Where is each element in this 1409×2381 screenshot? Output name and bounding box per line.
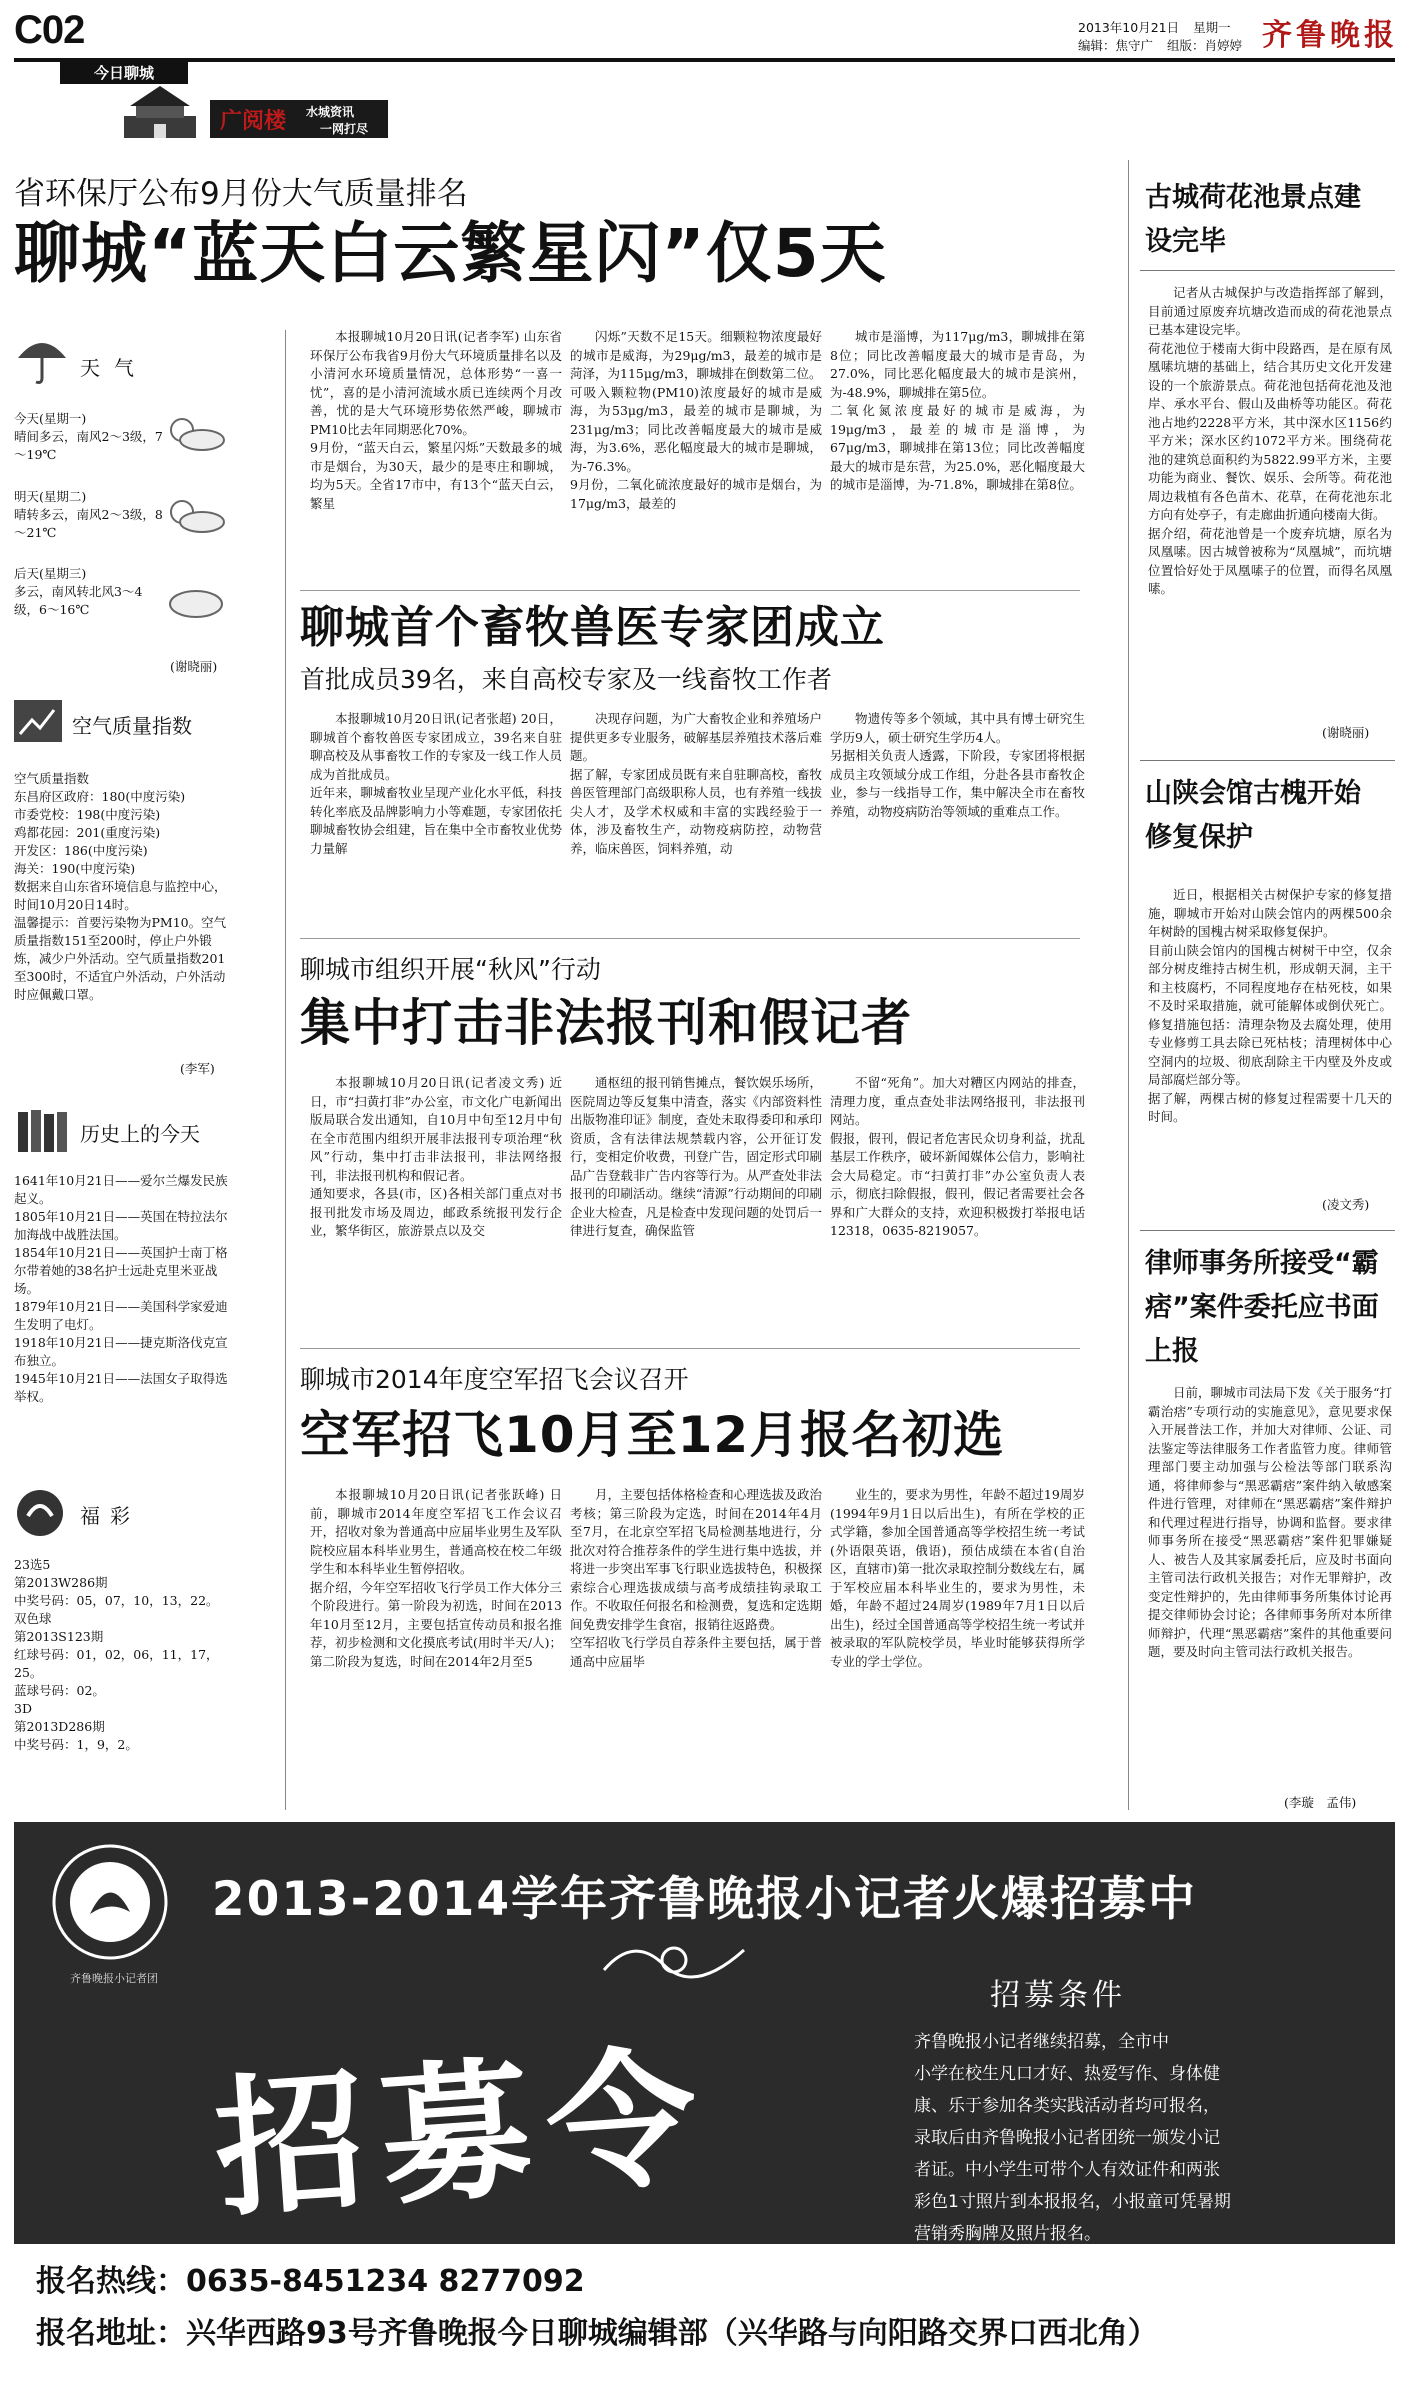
story2-text-3: 物遗传等多个领域，其中具有博士研究生学历9人，硕士研究生学历4人。 另据相关负责人透露，下阶段，专家团将根据成员主攻领域分成工作组，分赴各县市畜牧企业，参与一线指导工作，集中解决全市在畜牧养殖，动物疫病防治等领域的重难点工作。: [830, 711, 1085, 819]
header-rule: [14, 58, 1395, 62]
story3-column-2: [570, 1074, 822, 1241]
right-divider: [1128, 160, 1129, 1810]
story4-column-1: [310, 1486, 562, 1671]
story3-text-3: 不留“死角”。加大对糟区内网站的排查，清理力度，重点查处非法网络报刊，非法报刊网站。 假报，假刊，假记者危害民众切身利益，扰乱基层工作秩序，破坏新闻媒体公信力，影响社会大局稳定。市“扫黄打非”办公室负责人表示，彻底扫除假报，假刊，假记者需要社会各界和广大群众的支持，欢迎积极拨打举报电话12318，0635-8219057。: [830, 1075, 1085, 1238]
story4-kicker: 聊城市2014年度空军招飞会议召开: [300, 1365, 689, 1394]
story3-column-1: [310, 1074, 562, 1241]
ad-title: 2013-2014学年齐鲁晚报小记者火爆招募中: [211, 1872, 1198, 1927]
story1-text-3: 城市是淄博，为117μg/m3，聊城排在第8位；同比改善幅度最大的城市是青岛，为27.0%，同比恶化幅度最大的城市是滨州，为-48.9%，聊城排在第5位。 二氧化氮浓度最好的城市是威海，为19μg/m3，最差的城市是淄博，为67μg/m3，聊城排在第13位；同比改善幅度最大的城市是东营，为25.0%，恶化幅度最大的城市是淄博，为-71.8%，聊城排在第8位。: [830, 329, 1085, 492]
right2-rule: [1140, 760, 1395, 761]
story2-column-2: [570, 710, 822, 858]
ad-cond-title: 招募条件: [990, 1978, 1126, 2013]
story1-column-3: [830, 328, 1085, 495]
weather-day-2: [14, 488, 164, 542]
editor-text: 编辑：焦守广: [1078, 38, 1154, 53]
weather-day-1-text: 晴间多云，南风2～3级，7～19℃: [14, 429, 163, 462]
weather-day-2-label: 明天(星期二): [14, 489, 87, 504]
story4-column-2: [570, 1486, 822, 1671]
right3-column: [1148, 1384, 1392, 1662]
right1-column: [1148, 284, 1392, 599]
aqi-body: 空气质量指数 东昌府区政府：180(中度污染) 市委党校：198(中度污染) 鸡都花园：201(重度污染) 开发区：186(中度污染) 海关：190(中度污染) 数据来自山东省环境信息与监控中心，时间10月20日14时。 温馨提示：首要污染物为PM10。空气质量指数151至200时，停止户外锻炼，减少户外活动。空气质量指数201至300时，不适宜户外活动，户外活动时应佩戴口罩。: [14, 771, 227, 1002]
cloud-icon: [160, 578, 230, 622]
story1-column-1: [310, 328, 562, 513]
right2-body: 近日，根据相关古树保护专家的修复措施，聊城市开始对山陕会馆内的两棵500余年树龄的国槐古树采取修复保护。 目前山陕会馆内的国槐古树树干中空，仅余部分树皮维持古树生机，形成朝天洞，主干和主枝腐朽，不同程度地存在枯死枝，如果不及时采取措施，就可能解体或倒伏死亡。修复措施包括：清理杂物及去腐处理，使用专业修剪工具去除已死枯枝；清理树体中心空洞内的垃圾、彻底刮除主干内壁及外皮或局部腐烂部分等。 据了解，两棵古树的修复过程需要十几天的时间。: [1148, 887, 1392, 1124]
right2-credit: (凌文秀): [1322, 1197, 1370, 1212]
story4-text-1: 本报聊城10月20日讯(记者张跃峰) 日前，聊城市2014年度空军招飞工作会议召开，招收对象为普通高中应届毕业男生及军队院校应届本科毕业男生，普通高校在校二年级学生和本科毕业生暂停招收。 据介绍，今年空军招收飞行学员工作大体分三个阶段进行。第一阶段为初选，时间在2013年10月至12月，主要包括宣传动员和报名推荐，初步检测和文化摸底考试(用时半天/人)；第二阶段为复选，时间在2014年2月至5: [310, 1487, 562, 1669]
column-sub-2: 一网打尽: [320, 122, 369, 136]
story2-headline: 聊城首个畜牧兽医专家团成立: [300, 602, 885, 653]
layout-text: 组版：肖婷婷: [1167, 38, 1243, 53]
right2-column: [1148, 886, 1392, 1127]
scribble-drawing: [594, 1930, 754, 1990]
story1-headline: 聊城“蓝天白云繁星闪”仅5天: [14, 215, 887, 292]
books-icon: [14, 1106, 74, 1156]
story4-column-3: [830, 1486, 1085, 1671]
logo-text: 齐鲁晚报小记者团: [70, 1972, 158, 1985]
story1-column-2: [570, 328, 822, 513]
aqi-credit: (李军): [180, 1061, 215, 1076]
editor-line: [1078, 36, 1242, 54]
story2-column-1: [310, 710, 562, 858]
ad-contact-area: [14, 2244, 1395, 2367]
history-title: 历史上的今天: [80, 1122, 200, 1146]
story3-column-3: [830, 1074, 1085, 1241]
story2-text-2: 决现存问题，为广大畜牧企业和养殖场户提供更多专业服务，破解基层养殖技术落后难题。 据了解，专家团成员既有来自驻聊高校，畜牧兽医管理部门高级职称人员，也有养殖一线拔尖人才，及学术权威和丰富的实践经验于一体，涉及畜牧生产，动物疫病防控，动物营养，临床兽医，饲料养殖，动: [570, 711, 822, 856]
story4-headline: 空军招飞10月至12月报名初选: [300, 1406, 1005, 1464]
weather-day-3-label: 后天(星期三): [14, 566, 87, 581]
history-body: 1641年10月21日——爱尔兰爆发民族起义。 1805年10月21日——英国在特拉法尔加海战中战胜法国。 1854年10月21日——英国护士南丁格尔带着她的38名护士远赴克里米亚战场。 1879年10月21日——美国科学家爱迪生发明了电灯。 1918年10月21日——捷克斯洛伐克宣布独立。 1945年10月21日——法国女子取得选举权。: [14, 1173, 228, 1404]
lottery-title: 福彩: [80, 1504, 140, 1528]
umbrella-icon: [14, 334, 70, 386]
right1-rule: [1140, 270, 1395, 271]
weather-day-1: [14, 410, 164, 464]
tower-icon: [120, 80, 200, 140]
story3-rule: [300, 938, 1080, 939]
weather-credit: (谢晓丽): [170, 659, 218, 674]
right1-headline: 古城荷花池景点建设完毕: [1145, 182, 1361, 257]
story3-kicker: 聊城市组织开展“秋风”行动: [300, 955, 601, 984]
story1-text-1: 本报聊城10月20日讯(记者李军) 山东省环保厅公布我省9月份大气环境质量排名以及小清河水环境质量情况，总体形势“一喜一忧”，喜的是小清河流域水质已连续两个月改善，忧的是大气环境形势依然严峻，聊城市PM10比去年同期恶化70%。 9月份，“蓝天白云，繁星闪烁”天数最多的城市是烟台，为30天，最少的是枣庄和聊城，均为5天。全省17市中，有13个“蓝天白云，繁星: [310, 329, 562, 511]
right3-headline: 律师事务所接受“霸痞”案件委托应书面上报: [1145, 1248, 1379, 1367]
column-sub-1: 水城资讯: [306, 105, 355, 119]
story4-text-2: 月，主要包括体格检查和心理选拔及政治考核；第三阶段为定选，时间在2014年4月至7月，在北京空军招飞局检测基地进行，分批次对符合推荐条件的学生进行集中选拔，并将进一步突出军事飞行职业选拔特色，积极探索综合心理选拔成绩与高考成绩挂钩录取工作。不收取任何报名和检测费，复选和定选期间免费安排学生食宿，报销往返路费。 空军招收飞行学员自荐条件主要包括，属于普通高中应届毕: [570, 1487, 822, 1669]
weather-title: 天气: [80, 356, 148, 380]
weather-day-3: [14, 565, 164, 619]
chart-icon: [14, 700, 62, 742]
ad-hotline: 报名热线：0635-8451234 8277092: [36, 2264, 585, 2299]
right1-credit: (谢晓丽): [1322, 725, 1370, 740]
story4-rule: [300, 1348, 1080, 1349]
date-text: 2013年10月21日: [1078, 20, 1180, 35]
weather-day-3-text: 多云，南风转北风3～4级，6～16℃: [14, 584, 143, 617]
sun-cloud-icon: [160, 410, 230, 454]
recruitment-ad: [14, 1822, 1395, 2367]
right2-headline: 山陕会馆古槐开始修复保护: [1145, 778, 1361, 853]
story3-headline: 集中打击非法报刊和假记者: [300, 994, 912, 1052]
weather-day-2-text: 晴转多云，南风2～3级，8～21℃: [14, 507, 163, 540]
story1-kicker: 省环保厅公布9月份大气质量排名: [14, 176, 468, 212]
aqi-title: 空气质量指数: [72, 714, 192, 738]
story2-rule: [300, 590, 1080, 591]
story2-subhead: 首批成员39名，来自高校专家及一线畜牧工作者: [300, 665, 832, 694]
right3-body: 日前，聊城市司法局下发《关于服务“打霸治痞”专项行动的实施意见》，意见要求保入开展普法工作，并加大对律师、公证、司法鉴定等法律服务工作者监管力度。律师管理部门要主动加强与公检法等部门联系沟通，将律师参与“黑恶霸痞”案件纳入敏感案件进行管理，对律师在“黑恶霸痞”案件辩护和代理过程进行指导，协调和监督。要求律师事务所在接受“黑恶霸痞”案件犯罪嫌疑人、被告人及其家属委托后，应及时书面向主管司法行政机关报告；对作无罪辩护，改变定性辩护的，先由律师事务所集体讨论再提交律师协会讨论；各律师事务所对本所律师辩护，代理“黑恶霸痞”案件的其他重要问题，要及时向主管司法行政机关报告。: [1148, 1385, 1392, 1659]
story3-text-1: 本报聊城10月20日讯(记者凌文秀) 近日，市“扫黄打非”办公室，市文化广电新闻出版局联合发出通知，自10月中旬至12月中旬在全市范围内组织开展非法报刊专项治理“秋风”行动，集中打击非法报刊，非法网络报刊，非法报刊机构和假记者。 通知要求，各县(市，区)各相关部门重点对书报刊批发市场及周边，邮政系统报刊发行企业，繁华街区，旅游景点以及交: [310, 1075, 562, 1238]
weather-day-1-label: 今天(星期一): [14, 411, 87, 426]
ad-cond-body: 齐鲁晚报小记者继续招募，全市中 小学在校生凡口才好、热爱写作、身体健 康、乐于参加各类实践活动者均可报名， 录取后由齐鲁晚报小记者团统一颁发小记 者证。中小学生可带个人有效证件和两张 彩色1寸照片到本报报名，小报童可凭暑期 营销秀胸牌及照片报名。: [914, 2032, 1231, 2244]
ad-address: 报名地址：兴华西路93号齐鲁晚报今日聊城编辑部（兴华路与向阳路交界口西北角）: [36, 2316, 1158, 2351]
ad-big-chars: 招募令: [209, 2029, 719, 2239]
story2-column-3: [830, 710, 1085, 821]
lottery-body: 23选5 第2013W286期 中奖号码：05，07，10，13，22。 双色球 第2013S123期 红球号码：01，02，06，11，17，25。 蓝球号码：02。 3D 第2013D286期 中奖号码：1，9，2。: [14, 1557, 219, 1752]
sidebar-divider: [285, 330, 286, 1810]
sun-cloud-icon: [160, 492, 230, 536]
story1-text-2: 闪烁”天数不足15天。细颗粒物浓度最好的城市是威海，为29μg/m3，最差的城市是菏泽，为115μg/m3，聊城排在倒数第二位。 可吸入颗粒物(PM10)浓度最好的城市是威海，为53μg/m3，最差的城市是聊城，为231μg/m3；同比改善幅度最大的城市是威海，为3.6%，恶化幅度最大的城市是聊城，为-76.3%。 9月份，二氧化硫浓度最好的城市是烟台，为17μg/m3，最差的: [570, 329, 822, 511]
right3-rule: [1140, 1230, 1395, 1231]
weekday-text: 星期一: [1193, 20, 1231, 35]
section-tag: 今日聊城: [60, 62, 188, 84]
right3-credit: (李璇 孟伟): [1284, 1795, 1357, 1810]
story3-text-2: 通枢纽的报刊销售摊点，餐饮娱乐场所，医院周边等反复集中清查，落实《内部资料性出版物准印证》制度，查处未取得委印和承印资质，含有法律法规禁载内容，公开征订发行，变相定价收费，刊登广告，固定形式印刷品广告登载非广告内容等行为。从严查处非法报刊的印刷活动。继续“清源”行动期间的印刷企业大检查，凡是检查中发现问题的处罚后一律进行复查，确保监管: [570, 1075, 822, 1238]
right1-body: 记者从古城保护与改造指挥部了解到，目前通过原废弃坑塘改造而成的荷花池景点已基本建设完毕。 荷花池位于楼南大街中段路西，是在原有凤凰嗉坑塘的基础上，结合其历史文化开发建设的一个旅游景点。荷花池包括荷花池及池岸、承水平台、假山及曲桥等功能区。荷花池占地约2228平方米，其中深水区1156约平方米；深水区约1072平方米。围绕荷花池的建筑总面积约为5822.99平方米，主要功能为商业、餐饮、娱乐、会所等。荷花池周边栽植有各色苗木、花草，在荷花池东北方向有处亭子，有走廊曲折通向楼南大街。 据介绍，荷花池曾是一个废弃坑塘，原名为凤凰嗉。因古城曾被称为“凤凰城”，而坑塘位置恰好处于凤凰嗉子的位置，而得名凤凰嗉。: [1148, 285, 1392, 596]
column-banner: [210, 100, 388, 138]
issue-date: [1078, 18, 1231, 36]
lottery-logo-icon: [14, 1488, 66, 1538]
page-number: C02: [14, 8, 85, 52]
story2-text-1: 本报聊城10月20日讯(记者张超) 20日，聊城首个畜牧兽医专家团成立，39名来自驻聊高校及从事畜牧工作的专家及一线工作人员成为首批成员。 近年来，聊城畜牧业呈现产业化水平低，科技转化率底及品牌影响力小等难题，专家团依托聊城畜牧协会组建，旨在集中全市畜牧业优势力量解: [310, 711, 562, 856]
column-name: 广阅楼: [220, 109, 287, 134]
story4-text-3: 业生的，要求为男性，年龄不超过19周岁(1994年9月1日以后出生)，有所在学校的正式学籍，参加全国普通高等学校招生统一考试(外语限英语，俄语)，预估成绩在本省(自治区，直辖市)第一批次录取控制分数线左右，属于军校应届本科毕业生的，要求为男性，未婚，年龄不超过24周岁(1989年7月1日以后出生)，经过全国普通高等学校招生统一考试并被录取的军队院校学员，毕业时能够获得所学专业的学士学位。: [830, 1487, 1085, 1669]
masthead-logo: 齐鲁晚报: [1262, 18, 1398, 53]
